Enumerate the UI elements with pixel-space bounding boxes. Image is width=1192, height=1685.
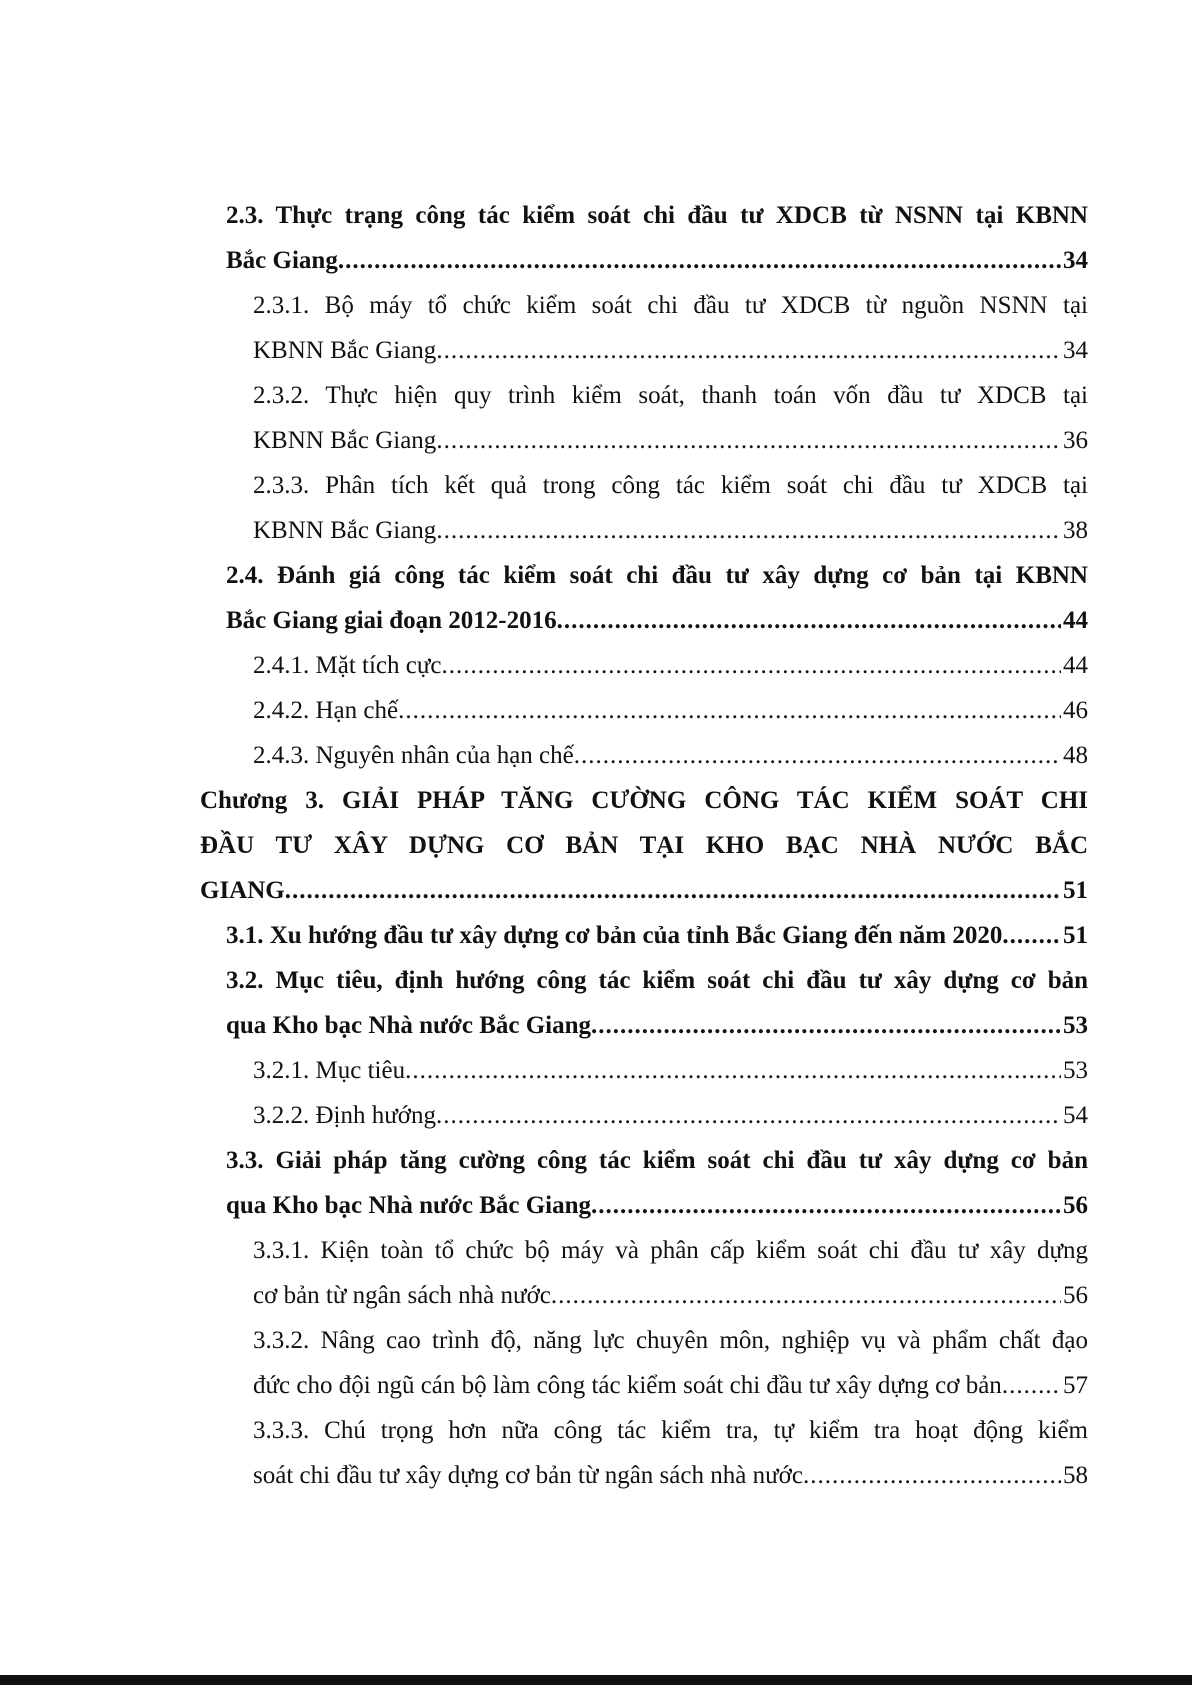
toc-page-number: 53: [1063, 1057, 1088, 1084]
toc-entry-text: soát chi đầu tư xây dựng cơ bản từ ngân sách nhà nước: [253, 1462, 803, 1489]
toc-page-number: 34: [1063, 247, 1088, 274]
toc-page-number: 46: [1063, 697, 1088, 724]
toc-page-number: 57: [1063, 1372, 1088, 1399]
toc-entry-text: 2.4.3. Nguyên nhân của hạn chế: [253, 742, 574, 769]
toc-entry-text: qua Kho bạc Nhà nước Bắc Giang: [226, 1012, 592, 1039]
dot-leader: [1002, 1363, 1061, 1408]
toc-entry-text: 2.3.1. Bộ máy tổ chức kiểm soát chi đầu tư XDCB từ nguồn NSNN tại: [253, 292, 1088, 319]
dot-leader: [436, 508, 1061, 553]
toc-page-number: 54: [1063, 1102, 1088, 1129]
toc-entry-last-line: [253, 688, 1088, 733]
toc-entry-chuong-3: [200, 778, 1088, 913]
toc-entry-3-3-1: [200, 1228, 1088, 1318]
toc-entry-text: 3.3. Giải pháp tăng cường công tác kiểm soát chi đầu tư xây dựng cơ bản: [226, 1147, 1088, 1174]
toc-entry-2-4-2: [200, 688, 1088, 733]
toc-entry-2-4: [200, 553, 1088, 643]
toc-entry-last-line: [253, 733, 1088, 778]
dot-leader: [436, 328, 1061, 373]
toc-entry-2-3: [200, 193, 1088, 283]
toc-entry-2-3-3: [200, 463, 1088, 553]
toc-entry-text: KBNN Bắc Giang: [253, 427, 437, 454]
toc-entry-text: KBNN Bắc Giang: [253, 337, 437, 364]
toc-page-number: 51: [1063, 922, 1088, 949]
toc-entry-3-1: [200, 913, 1088, 958]
toc-entry-text: 3.3.3. Chú trọng hơn nữa công tác kiểm tra, tự kiểm tra hoạt động kiểm: [253, 1417, 1088, 1444]
toc-page-number: 36: [1063, 427, 1088, 454]
toc-entry-last-line: [226, 598, 1088, 643]
toc-entry-3-3-3: [200, 1408, 1088, 1498]
toc-entry-2-4-1: [200, 643, 1088, 688]
toc-entry-text: 3.3.1. Kiện toàn tổ chức bộ máy và phân cấp kiểm soát chi đầu tư xây dựng: [253, 1237, 1088, 1264]
toc-entry-text: Chương 3. GIẢI PHÁP TĂNG CƯỜNG CÔNG TÁC KIỂM SOÁT CHI: [200, 787, 1088, 814]
toc-entry-text: 2.3.3. Phân tích kết quả trong công tác kiểm soát chi đầu tư XDCB tại: [253, 472, 1088, 499]
dot-leader: [591, 1003, 1061, 1048]
toc-entry-2-3-1: [200, 283, 1088, 373]
toc-entry-last-line: [226, 913, 1088, 958]
toc-entry-text: Bắc Giang giai đoạn 2012-2016: [226, 607, 557, 634]
dot-leader: [803, 1453, 1061, 1498]
toc-entry-text: 3.3.2. Nâng cao trình độ, năng lực chuyên môn, nghiệp vụ và phẩm chất đạo: [253, 1327, 1088, 1354]
toc-entry-text: Bắc Giang: [226, 247, 338, 274]
dot-leader: [574, 733, 1061, 778]
toc-entry-3-3-2: [200, 1318, 1088, 1408]
dot-leader: [1002, 913, 1061, 958]
toc-entry-3-3: [200, 1138, 1088, 1228]
dot-leader: [442, 643, 1061, 688]
toc-entry-last-line: [253, 643, 1088, 688]
toc-page-number: 53: [1063, 1012, 1088, 1039]
dot-leader: [551, 1273, 1061, 1318]
toc-entry-text: 3.1. Xu hướng đầu tư xây dựng cơ bản của tỉnh Bắc Giang đến năm 2020: [226, 922, 1003, 949]
toc-entry-last-line: [253, 1363, 1088, 1408]
toc-entry-2-3-2: [200, 373, 1088, 463]
dot-leader: [436, 418, 1061, 463]
toc-page-number: 48: [1063, 742, 1088, 769]
dot-leader: [285, 868, 1061, 913]
dot-leader: [398, 688, 1061, 733]
toc-entry-last-line: [253, 1048, 1088, 1093]
toc-entry-text: ĐẦU TƯ XÂY DỰNG CƠ BẢN TẠI KHO BẠC NHÀ NƯỚC BẮC: [200, 832, 1088, 859]
toc-entry-last-line: [253, 1093, 1088, 1138]
table-of-contents: [200, 193, 1088, 1498]
toc-entry-last-line: [253, 1453, 1088, 1498]
toc-entry-text: 2.3.2. Thực hiện quy trình kiểm soát, thanh toán vốn đầu tư XDCB tại: [253, 382, 1088, 409]
toc-entry-text: qua Kho bạc Nhà nước Bắc Giang: [226, 1192, 592, 1219]
toc-entry-text: 3.2.2. Định hướng: [253, 1102, 437, 1129]
toc-page-number: 38: [1063, 517, 1088, 544]
toc-entry-last-line: [226, 1183, 1088, 1228]
toc-entry-text: cơ bản từ ngân sách nhà nước: [253, 1282, 551, 1309]
toc-page-number: 58: [1063, 1462, 1088, 1489]
toc-entry-last-line: [253, 328, 1088, 373]
dot-leader: [557, 598, 1061, 643]
toc-entry-last-line: [226, 238, 1088, 283]
toc-entry-text: 2.4.1. Mặt tích cực: [253, 652, 442, 679]
toc-page-number: 44: [1063, 607, 1088, 634]
toc-entry-last-line: [200, 868, 1088, 913]
toc-entry-text: KBNN Bắc Giang: [253, 517, 437, 544]
dot-leader: [338, 238, 1061, 283]
toc-entry-3-2-1: [200, 1048, 1088, 1093]
toc-entry-text: 2.3. Thực trạng công tác kiểm soát chi đầu tư XDCB từ NSNN tại KBNN: [226, 202, 1088, 229]
toc-page-number: 56: [1063, 1192, 1088, 1219]
dot-leader: [436, 1093, 1061, 1138]
page-bottom-edge: [0, 1675, 1192, 1685]
dot-leader: [405, 1048, 1061, 1093]
toc-entry-last-line: [226, 1003, 1088, 1048]
toc-entry-2-4-3: [200, 733, 1088, 778]
toc-page-number: 44: [1063, 652, 1088, 679]
dot-leader: [591, 1183, 1061, 1228]
toc-entry-text: 2.4.2. Hạn chế: [253, 697, 399, 724]
toc-entry-last-line: [253, 508, 1088, 553]
toc-page-number: 56: [1063, 1282, 1088, 1309]
toc-entry-3-2: [200, 958, 1088, 1048]
toc-entry-text: 3.2.1. Mục tiêu: [253, 1057, 406, 1084]
toc-entry-text: đức cho đội ngũ cán bộ làm công tác kiểm soát chi đầu tư xây dựng cơ bản: [253, 1372, 1002, 1399]
toc-page-number: 51: [1063, 877, 1088, 904]
toc-entry-last-line: [253, 1273, 1088, 1318]
toc-entry-3-2-2: [200, 1093, 1088, 1138]
toc-page-number: 34: [1063, 337, 1088, 364]
toc-entry-text: GIANG: [200, 877, 285, 904]
toc-entry-text: 3.2. Mục tiêu, định hướng công tác kiểm soát chi đầu tư xây dựng cơ bản: [226, 967, 1088, 994]
toc-entry-text: 2.4. Đánh giá công tác kiểm soát chi đầu tư xây dựng cơ bản tại KBNN: [226, 562, 1088, 589]
toc-entry-last-line: [253, 418, 1088, 463]
